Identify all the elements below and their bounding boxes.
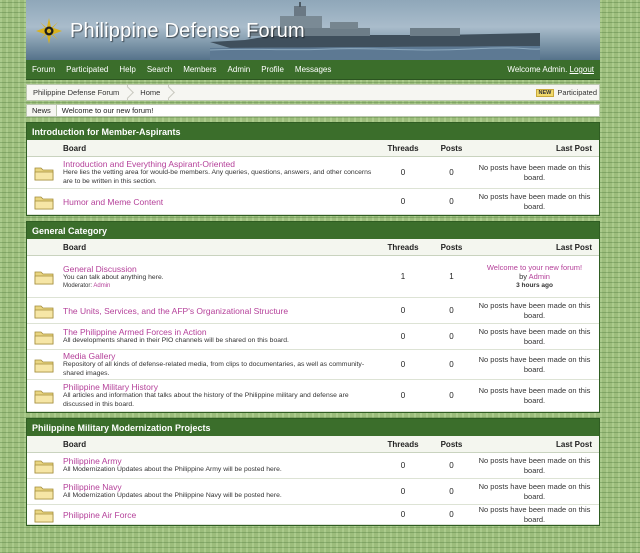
col-threads: Threads <box>387 143 419 153</box>
user-welcome <box>507 65 594 74</box>
board-row <box>27 479 599 505</box>
column-header <box>27 436 599 453</box>
col-posts: Posts <box>440 439 463 449</box>
board-description: All Modernization Updates about the Philippine Army will be posted here. <box>63 466 282 474</box>
thread-count: 0 <box>400 461 406 470</box>
last-post-empty: No posts have been made on this board. <box>478 504 591 524</box>
post-count: 0 <box>449 168 454 177</box>
nav-admin[interactable]: Admin <box>227 65 251 74</box>
news-label: News <box>26 104 57 117</box>
welcome-text: Welcome Admin. <box>507 65 568 74</box>
post-count: 1 <box>449 272 454 281</box>
board-icon-cell <box>27 165 61 181</box>
category-title[interactable]: Philippine Military Modernization Projects <box>27 419 599 436</box>
nav-participated[interactable]: Participated <box>66 65 109 74</box>
breadcrumb-home-forum[interactable]: Philippine Defense Forum <box>27 85 128 100</box>
last-post-empty: No posts have been made on this board. <box>478 191 591 211</box>
col-last-post: Last Post <box>555 143 592 153</box>
folder-icon <box>34 484 54 500</box>
nav-members[interactable]: Members <box>183 65 217 74</box>
last-post-empty: No posts have been made on this board. <box>478 385 591 405</box>
board-row <box>27 380 599 412</box>
thread-count: 0 <box>400 360 406 369</box>
board-description: All Modernization Updates about the Philippine Navy will be posted here. <box>63 492 282 500</box>
breadcrumb-current[interactable]: Home <box>128 85 169 100</box>
col-board: Board <box>63 439 87 449</box>
folder-icon <box>34 165 54 181</box>
folder-icon <box>34 357 54 373</box>
category-block <box>26 221 600 413</box>
board-row <box>27 298 599 324</box>
board-info <box>61 510 377 520</box>
board-info <box>61 456 377 475</box>
board-moderator <box>63 283 377 289</box>
board-icon-cell <box>27 303 61 319</box>
last-post-empty: No posts have been made on this board. <box>478 162 591 182</box>
board-row <box>27 189 599 215</box>
board-title-link[interactable]: Philippine Army <box>63 456 122 467</box>
thread-count: 1 <box>400 272 406 281</box>
last-post-empty: No posts have been made on this board. <box>478 455 591 475</box>
board-info <box>61 482 377 501</box>
last-post-empty: No posts have been made on this board. <box>478 300 591 320</box>
col-threads: Threads <box>387 439 419 449</box>
column-header <box>27 239 599 256</box>
board-title-link[interactable]: Humor and Meme Content <box>63 196 164 207</box>
col-posts: Posts <box>440 242 463 252</box>
folder-icon <box>34 329 54 345</box>
board-title-link[interactable]: The Units, Services, and the AFP's Organizational Structure <box>63 305 289 316</box>
folder-icon <box>34 194 54 210</box>
page-wrapper <box>26 0 600 553</box>
board-row <box>27 256 599 298</box>
col-last-post: Last Post <box>555 242 592 252</box>
category-title[interactable]: Introduction for Member-Aspirants <box>27 123 599 140</box>
board-description: All developments shared in their PIO channels will be shared on this board. <box>63 337 289 345</box>
last-post-empty: No posts have been made on this board. <box>478 481 591 501</box>
news-text: Welcome to our new forum! <box>57 104 600 117</box>
board-title-link[interactable]: The Philippine Armed Forces in Action <box>63 327 207 338</box>
new-badge: NEW <box>536 89 555 97</box>
participated-label: Participated <box>557 88 597 97</box>
board-index <box>26 122 600 526</box>
thread-count: 0 <box>400 197 406 206</box>
last-post-empty: No posts have been made on this board. <box>478 326 591 346</box>
post-count: 0 <box>449 360 454 369</box>
thread-count: 0 <box>400 510 406 519</box>
site-title: Philippine Defense Forum <box>70 19 305 42</box>
board-info <box>61 197 377 207</box>
forum-emblem-icon <box>36 18 62 44</box>
board-title-link[interactable]: Philippine Navy <box>63 482 122 493</box>
board-title-link[interactable]: Philippine Air Force <box>63 509 137 520</box>
board-description: All articles and information that talks about the history of the Philippine military and defense are discussed in this board. <box>63 391 349 408</box>
nav-messages[interactable]: Messages <box>294 65 332 74</box>
nav-profile[interactable]: Profile <box>261 65 284 74</box>
board-info <box>61 159 377 187</box>
board-row <box>27 505 599 525</box>
last-post-user-link[interactable]: Admin <box>528 272 550 282</box>
last-post <box>474 263 599 291</box>
nav-search[interactable]: Search <box>146 65 173 74</box>
board-info <box>61 306 377 316</box>
board-row <box>27 350 599 380</box>
last-post-by-label: by <box>519 272 527 282</box>
column-header <box>27 140 599 157</box>
category-block <box>26 418 600 526</box>
post-count: 0 <box>449 306 454 315</box>
board-icon-cell <box>27 269 61 285</box>
board-description: Repository of all kinds of defense-related media, from clips to documentaries, as well as community-shared images. <box>63 360 365 377</box>
thread-count: 0 <box>400 391 406 400</box>
board-info <box>61 327 377 346</box>
board-info <box>61 382 377 410</box>
moderator-label: Moderator: <box>63 282 93 289</box>
category-title[interactable]: General Category <box>27 222 599 239</box>
thread-count: 0 <box>400 487 406 496</box>
board-title-link[interactable]: General Discussion <box>63 264 137 275</box>
folder-icon <box>34 458 54 474</box>
col-board: Board <box>63 242 87 252</box>
breadcrumb <box>26 84 600 101</box>
board-icon-cell <box>27 194 61 210</box>
board-description: Here lies the vetting area for would-be members. Any queries, questions, answers, and other concerns are to be written in this section. <box>63 168 372 185</box>
nav-forum[interactable]: Forum <box>32 65 56 74</box>
post-count: 0 <box>449 391 454 400</box>
board-description: You can talk about anything here. <box>63 274 164 282</box>
board-icon-cell <box>27 388 61 404</box>
last-post-link[interactable]: Welcome to your new forum! <box>486 262 583 272</box>
folder-icon <box>34 388 54 404</box>
last-post-author <box>474 272 595 282</box>
folder-icon <box>34 269 54 285</box>
board-row <box>27 453 599 479</box>
post-count: 0 <box>449 197 454 206</box>
board-title-link[interactable]: Introduction and Everything Aspirant-Oriented <box>63 158 235 169</box>
main-navbar <box>26 60 600 80</box>
col-posts: Posts <box>440 143 463 153</box>
board-info <box>61 264 377 289</box>
folder-icon <box>34 303 54 319</box>
category-block <box>26 122 600 216</box>
participated-link[interactable] <box>536 88 597 97</box>
post-count: 0 <box>449 461 454 470</box>
logout-link[interactable]: Logout <box>569 65 594 74</box>
last-post-empty: No posts have been made on this board. <box>478 354 591 374</box>
thread-count: 0 <box>400 306 406 315</box>
thread-count: 0 <box>400 168 406 177</box>
col-threads: Threads <box>387 242 419 252</box>
nav-help[interactable]: Help <box>119 65 136 74</box>
thread-count: 0 <box>400 332 406 341</box>
post-count: 0 <box>449 487 454 496</box>
board-title-link[interactable]: Philippine Military History <box>63 381 158 392</box>
board-icon-cell <box>27 458 61 474</box>
moderator-name-link[interactable]: Admin <box>93 282 111 289</box>
post-count: 0 <box>449 332 454 341</box>
board-icon-cell <box>27 507 61 523</box>
board-icon-cell <box>27 484 61 500</box>
col-last-post: Last Post <box>555 439 592 449</box>
col-board: Board <box>63 143 87 153</box>
board-title-link[interactable]: Media Gallery <box>63 350 116 361</box>
folder-icon <box>34 507 54 523</box>
board-icon-cell <box>27 357 61 373</box>
post-count: 0 <box>449 510 454 519</box>
board-row <box>27 324 599 350</box>
news-bar <box>26 104 600 117</box>
last-post-time: 3 hours ago <box>516 282 553 290</box>
board-info <box>61 351 377 379</box>
board-icon-cell <box>27 329 61 345</box>
header-banner <box>26 0 600 60</box>
board-row <box>27 157 599 189</box>
